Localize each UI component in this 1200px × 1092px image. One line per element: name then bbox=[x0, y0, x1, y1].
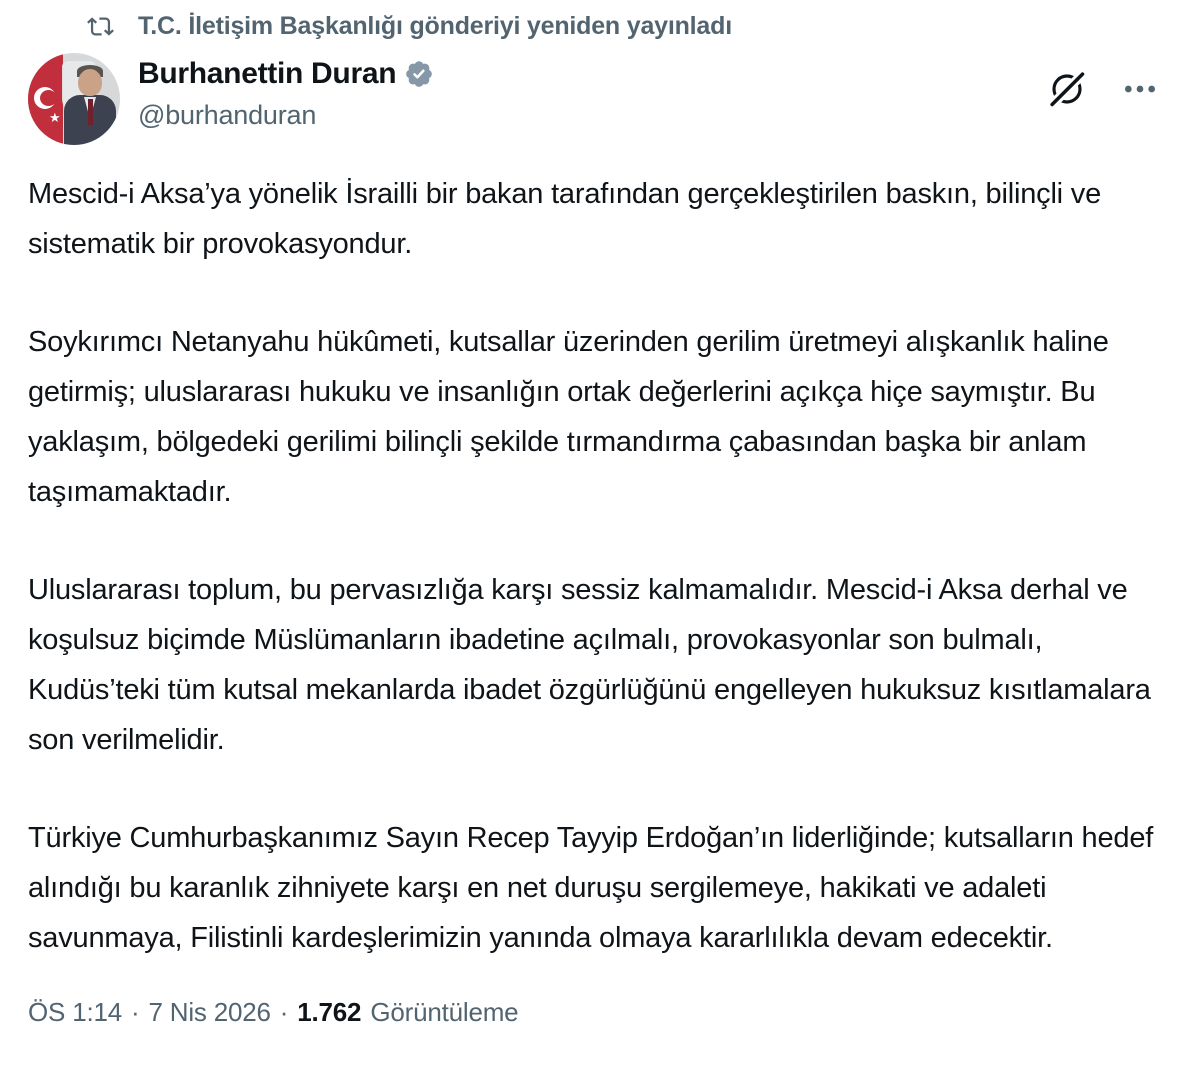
post-paragraph: Türkiye Cumhurbaşkanımız Sayın Recep Tayyip Erdoğan’ın liderliğinde; kutsalların hedef alındığı bu karanlık zihniyete karşı en net duruşu sergilemeye, hakikati ve adaleti savunmaya, Filistinli kardeşlerimizin yanında olmaya kararlılıkla devam edecektir. bbox=[28, 822, 1154, 954]
post-paragraph: Soykırımcı Netanyahu hükûmeti, kutsallar üzerinden gerilim üretmeyi alışkanlık haline getirmiş; uluslararası hukuku ve insanlığın ortak değerlerini açıkça hiçe saymıştır. Bu yaklaşım, bölgedeki gerilimi bilinçli şekilde tırmandırma çabasından başka bir anlam taşımamaktadır. bbox=[28, 326, 1109, 508]
grok-icon bbox=[1048, 70, 1086, 108]
repost-banner-label[interactable]: T.C. İletişim Başkanlığı gönderiyi yeniden yayınladı bbox=[138, 12, 732, 40]
post-date: 7 Nis 2026 bbox=[148, 997, 271, 1027]
post-text bbox=[28, 169, 1160, 963]
person-tie bbox=[88, 99, 93, 125]
grok-button[interactable] bbox=[1048, 70, 1086, 113]
more-button[interactable] bbox=[1120, 69, 1160, 114]
meta-separator: · bbox=[279, 997, 289, 1027]
author-handle[interactable]: @burhanduran bbox=[138, 100, 317, 130]
post-paragraph: Mescid-i Aksa’ya yönelik İsrailli bir bakan tarafından gerçekleştirilen baskın, bilinçli ve sistematik bir provokasyondur. bbox=[28, 178, 1102, 260]
repost-banner[interactable] bbox=[28, 12, 1160, 41]
person-head bbox=[78, 69, 102, 96]
verified-badge-icon bbox=[404, 59, 434, 89]
header-actions bbox=[1048, 53, 1160, 114]
author-meta bbox=[138, 53, 434, 131]
views-count[interactable]: 1.762 bbox=[297, 997, 362, 1027]
post-paragraph: Uluslararası toplum, bu pervasızlığa karşı sessiz kalmamalıdır. Mescid-i Aksa derhal ve koşulsuz biçimde Müslümanların ibadetine açılmalı, provokasyonlar son bulmalı, Kudüs’teki tüm kutsal mekanlarda ibadet özgürlüğünü engelleyen hukuksuz kısıtlamalara son verilmelidir. bbox=[28, 574, 1151, 756]
avatar[interactable] bbox=[28, 53, 120, 145]
views-label: Görüntüleme bbox=[370, 997, 519, 1027]
repost-icon bbox=[87, 13, 114, 40]
more-ellipsis-icon bbox=[1120, 69, 1160, 109]
author-header bbox=[28, 53, 1160, 145]
author-name[interactable]: Burhanettin Duran bbox=[138, 57, 397, 90]
post-time: ÖS 1:14 bbox=[28, 997, 122, 1027]
meta-separator: · bbox=[131, 997, 140, 1027]
post-meta-line bbox=[28, 997, 1160, 1028]
repost-icon-column bbox=[28, 13, 120, 40]
flag-star: ★ bbox=[49, 110, 61, 125]
